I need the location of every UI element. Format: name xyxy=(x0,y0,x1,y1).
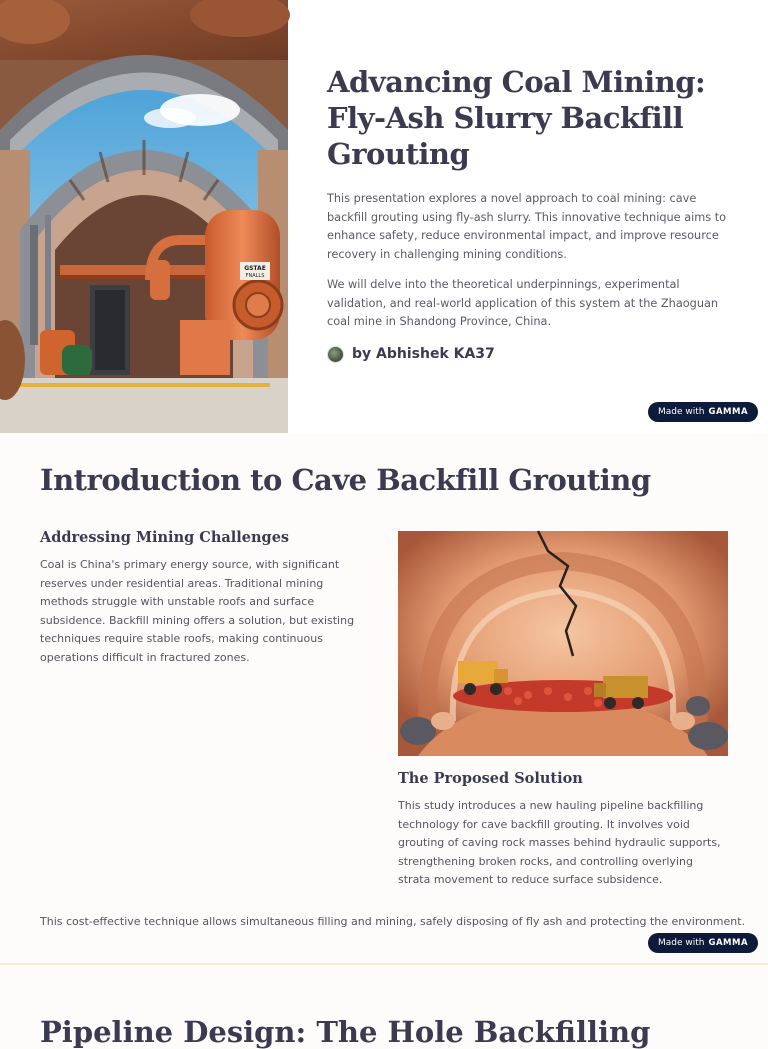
section-title: Pipeline Design: The Hole Backfilling xyxy=(40,1015,651,1049)
avatar[interactable] xyxy=(327,346,344,363)
solution-heading: The Proposed Solution xyxy=(398,770,583,787)
challenges-heading: Addressing Mining Challenges xyxy=(40,529,290,546)
challenges-column xyxy=(40,529,370,668)
made-with-gamma-badge[interactable] xyxy=(648,402,758,422)
made-with-gamma-badge[interactable] xyxy=(648,933,758,953)
title-slide-content xyxy=(327,64,727,363)
author-name[interactable]: by Abhishek KA37 xyxy=(352,346,495,362)
gamma-logo: GAMMA xyxy=(708,938,749,948)
summary-text: This cost-effective technique allows simultaneous filling and mining, safely disposing of fly ash and protecting the environment. xyxy=(40,915,746,928)
badge-label: Made with xyxy=(657,938,705,948)
tank-label-1: GSTAE xyxy=(244,265,266,272)
cave-haul-trucks-illustration xyxy=(398,531,728,756)
intro-slide xyxy=(0,433,768,963)
author-byline[interactable] xyxy=(327,346,727,363)
solution-text: This study introduces a new hauling pipeline backfilling technology for cave backfill grouting. It involves void grouting of caving rock masses behind hydraulic supports, strengthening broken rocks, and controlling overlying strata movement to reduce surface subsidence. xyxy=(398,799,721,887)
tank-label-2: FNALLS xyxy=(245,273,265,279)
pipeline-slide xyxy=(0,965,768,1049)
gamma-logo: GAMMA xyxy=(708,407,749,417)
solution-column xyxy=(398,531,728,890)
title-slide xyxy=(0,0,768,433)
page-title: Advancing Coal Mining: Fly-Ash Slurry Backfill Grouting xyxy=(327,65,706,171)
badge-label: Made with xyxy=(657,407,705,417)
challenges-text: Coal is China's primary energy source, with significant reserves under residential areas. Traditional mining methods struggle with unstable roofs and surface subsidence. Backfill mining offers a solution, but existing techniques require stable roofs, making continuous operations difficult in fractured zones. xyxy=(40,558,355,664)
intro-paragraph: This presentation explores a novel approach to coal mining: cave backfill grouting using fly-ash slurry. This innovative technique aims to enhance safety, reduce environmental impact, and improve resource recovery in challenging mining conditions. xyxy=(327,192,727,261)
mine-machinery-illustration xyxy=(0,0,288,433)
scope-paragraph: We will delve into the theoretical underpinnings, experimental validation, and real-world application of this system at the Zhaoguan coal mine in Shandong Province, China. xyxy=(327,278,719,328)
section-title: Introduction to Cave Backfill Grouting xyxy=(40,463,651,497)
